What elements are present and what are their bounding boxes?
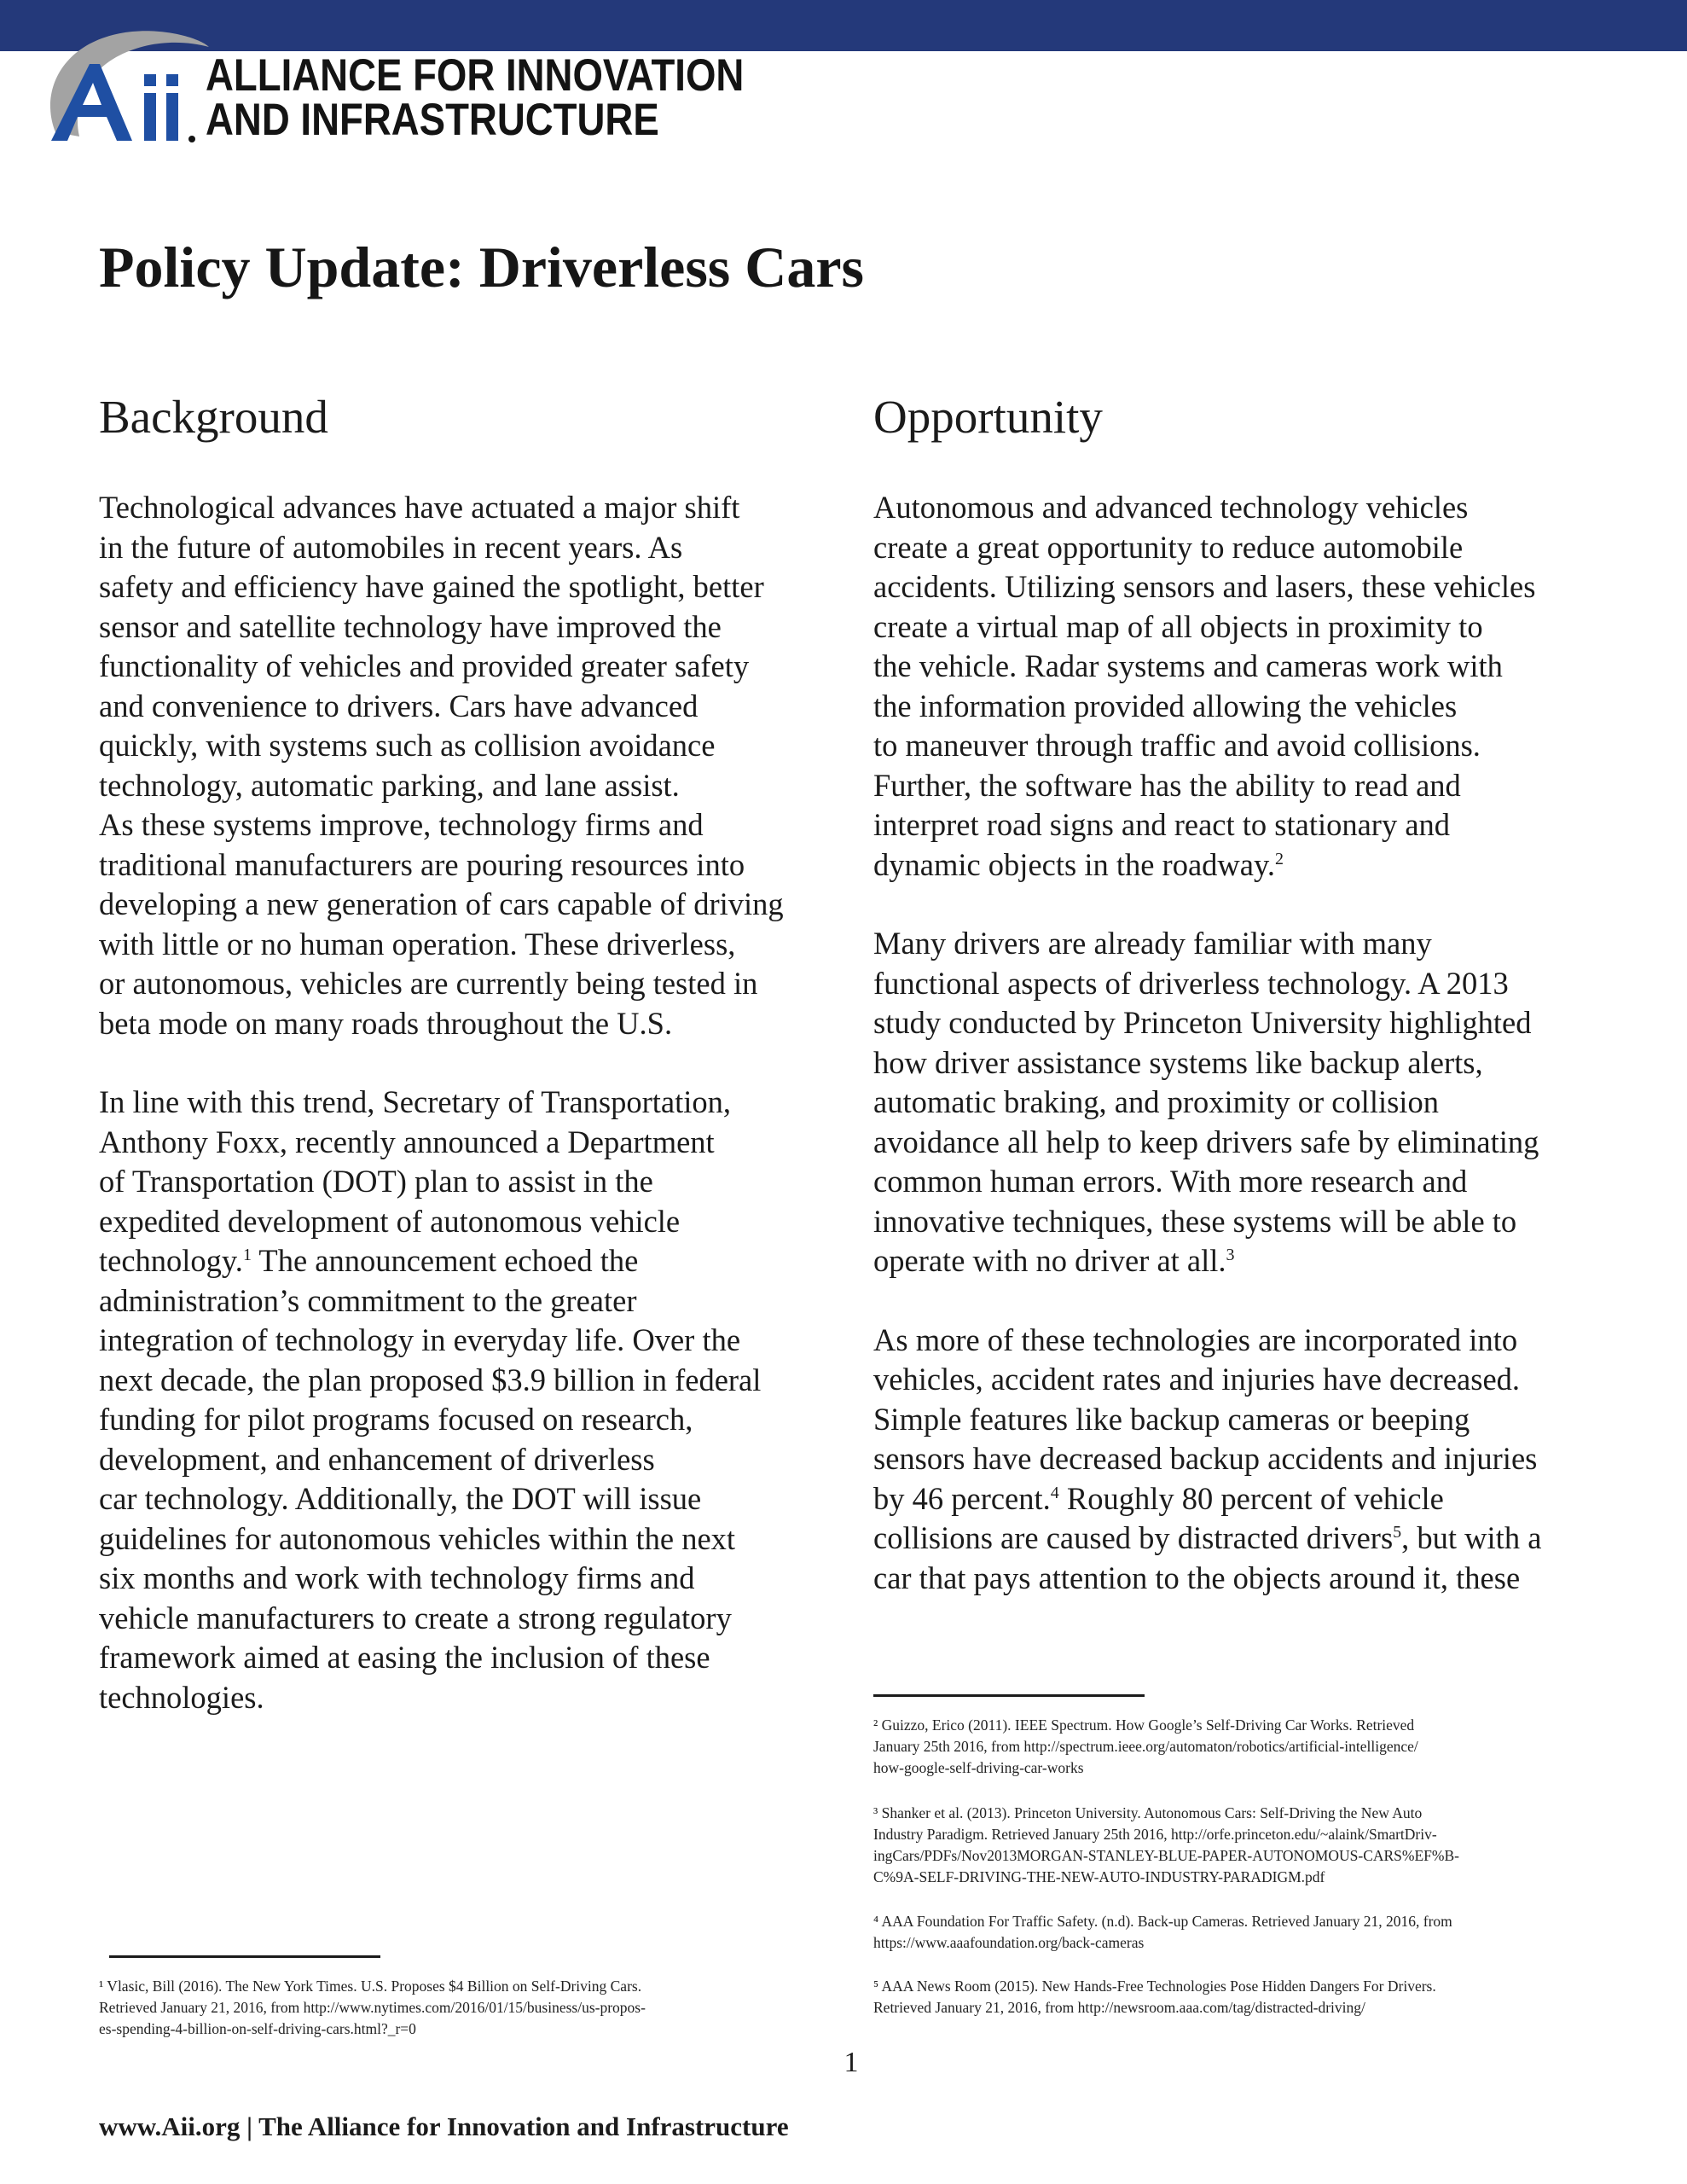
background-column [99, 384, 834, 1757]
opportunity-paragraph-2 [873, 924, 1609, 1281]
footnote-4: ⁴ AAA Foundation For Traffic Safety. (n.d). Back-up Cameras. Retrieved January 21, 2016, from https://www.aaafoundation.org/back-cameras [873, 1913, 1452, 1951]
background-paragraph-2-text-b: The announcement echoed the administration’s commitment to the greater integration of technology in everyday life. Over the next decade, the plan proposed $3.9 billion in federal funding for pilot programs focused on research, development, and enhancement of driverless car technology. Additionally, the DOT will issue guidelines for autonomous vehicles within the next six months and work with technology firms and vehicle manufacturers to create a strong regulatory framework aimed at easing the inclusion of these technologies. [99, 1243, 762, 1715]
footnote-ref-3[interactable]: 3 [1226, 1245, 1235, 1264]
aii-logo [38, 21, 745, 149]
footnote-2: ² Guizzo, Erico (2011). IEEE Spectrum. How Google’s Self-Driving Car Works. Retrieved January 25th 2016, from http://spectrum.ieee.org/automaton/robotics/artificial-intelligence/ how-google-self-driving-car-works [873, 1716, 1418, 1776]
footnote-ref-4[interactable]: 4 [1050, 1483, 1059, 1502]
opportunity-paragraph-2-text: Many drivers are already familiar with many functional aspects of driverless technology. A 2013 study conducted by Princeton University highlighted how driver assistance systems like backup alerts, automatic braking, and proximity or collision avoidance all help to keep drivers safe by eliminating common human errors. With more research and innovative techniques, these systems will be able to operate with no driver at all. [873, 926, 1539, 1278]
footer-text: www.Aii.org | The Alliance for Innovation and Infrastructure [99, 2111, 789, 2141]
opportunity-column [873, 384, 1609, 1637]
background-heading: Background [99, 391, 328, 443]
opportunity-paragraph-3-text-c: , but with a car that pays attention to the objects around it, these [873, 1520, 1542, 1595]
footnote-ref-1[interactable]: 1 [242, 1245, 252, 1264]
opportunity-paragraph-3-text-a: As more of these technologies are incorporated into vehicles, accident rates and injuries have decreased. Simple features like backup cameras or beeping sensors have decreased backup accidents and injuries by 46 percent. [873, 1321, 1538, 1516]
footnote-1: ¹ Vlasic, Bill (2016). The New York Times. U.S. Proposes $4 Billion on Self-Driving Cars. Retrieved January 21, 2016, from http://www.nytimes.com/2016/01/15/business/us-propos- es-spending-4-billion-on-self-driving-cars.html?_r=0 [99, 1978, 646, 2037]
background-paragraph-2-text-a: In line with this trend, Secretary of Transportation, Anthony Foxx, recently announced a Department of Transportation (DOT) plan to assist in the expedited development of autonomous vehicle technology. [99, 1084, 732, 1278]
brand-name-line-1: ALLIANCE FOR INNOVATION [206, 50, 745, 101]
opportunity-heading: Opportunity [873, 391, 1103, 443]
brand-name [206, 50, 745, 145]
footnote-ref-2[interactable]: 2 [1274, 849, 1284, 868]
background-paragraph-1: Technological advances have actuated a major shift in the future of automobiles in recent years. As safety and efficiency have gained the spotlight, better sensor and satellite technology have improved the functionality of vehicles and provided greater safety and convenience to drivers. Cars have advanced quickly, with systems such as collision avoidance technology, automatic parking, and lane assist. As these systems improve, technology firms and traditional manufacturers are pouring resources into developing a new generation of cars capable of driving with little or no human operation. These driverless, or autonomous, vehicles are currently being tested in beta mode on many roads throughout the U.S. [99, 490, 784, 1041]
footnote-5: ⁵ AAA News Room (2015). New Hands-Free Technologies Pose Hidden Dangers For Drivers. Retrieved January 21, 2016, from http://newsroom.aaa.com/tag/distracted-driving/ [873, 1978, 1436, 2016]
opportunity-paragraph-1 [873, 488, 1609, 885]
page-number: 1 [844, 2047, 859, 2078]
footnote-ref-5[interactable]: 5 [1393, 1522, 1402, 1542]
opportunity-paragraph-1-text: Autonomous and advanced technology vehicles create a great opportunity to reduce automobile accidents. Utilizing sensors and lasers, these vehicles create a virtual map of all objects in proximity to the vehicle. Radar systems and cameras work with the information provided allowing the vehicles to maneuver through traffic and avoid collisions. Further, the software has the ability to read and interpret road signs and react to stationary and dynamic objects in the roadway. [873, 490, 1536, 882]
aii-logo-mark [38, 21, 209, 149]
opportunity-paragraph-3-text-b: Roughly 80 percent of vehicle collisions are caused by distracted drivers [873, 1480, 1444, 1555]
footnote-divider-right [873, 1694, 1145, 1697]
brand-name-line-2: AND INFRASTRUCTURE [206, 95, 659, 145]
document-title: Policy Update: Driverless Cars [99, 235, 865, 299]
opportunity-paragraph-3 [873, 1321, 1609, 1599]
footnote-divider-left [109, 1955, 380, 1958]
footnote-3: ³ Shanker et al. (2013). Princeton University. Autonomous Cars: Self-Driving the New Auto Industry Paradigm. Retrieved January 25th 2016, http://orfe.princeton.edu/~alaink/SmartDriv- ingCars/PDFs/Nov2013MORGAN-STANLEY-BLUE-PAPER-AUTONOMOUS-CARS%EF%B- C%9A-SELF-DRIVING-THE-NEW-AUTO-INDUSTRY-PARADIGM.pdf [873, 1804, 1459, 1885]
background-paragraph-2 [99, 1083, 834, 1717]
